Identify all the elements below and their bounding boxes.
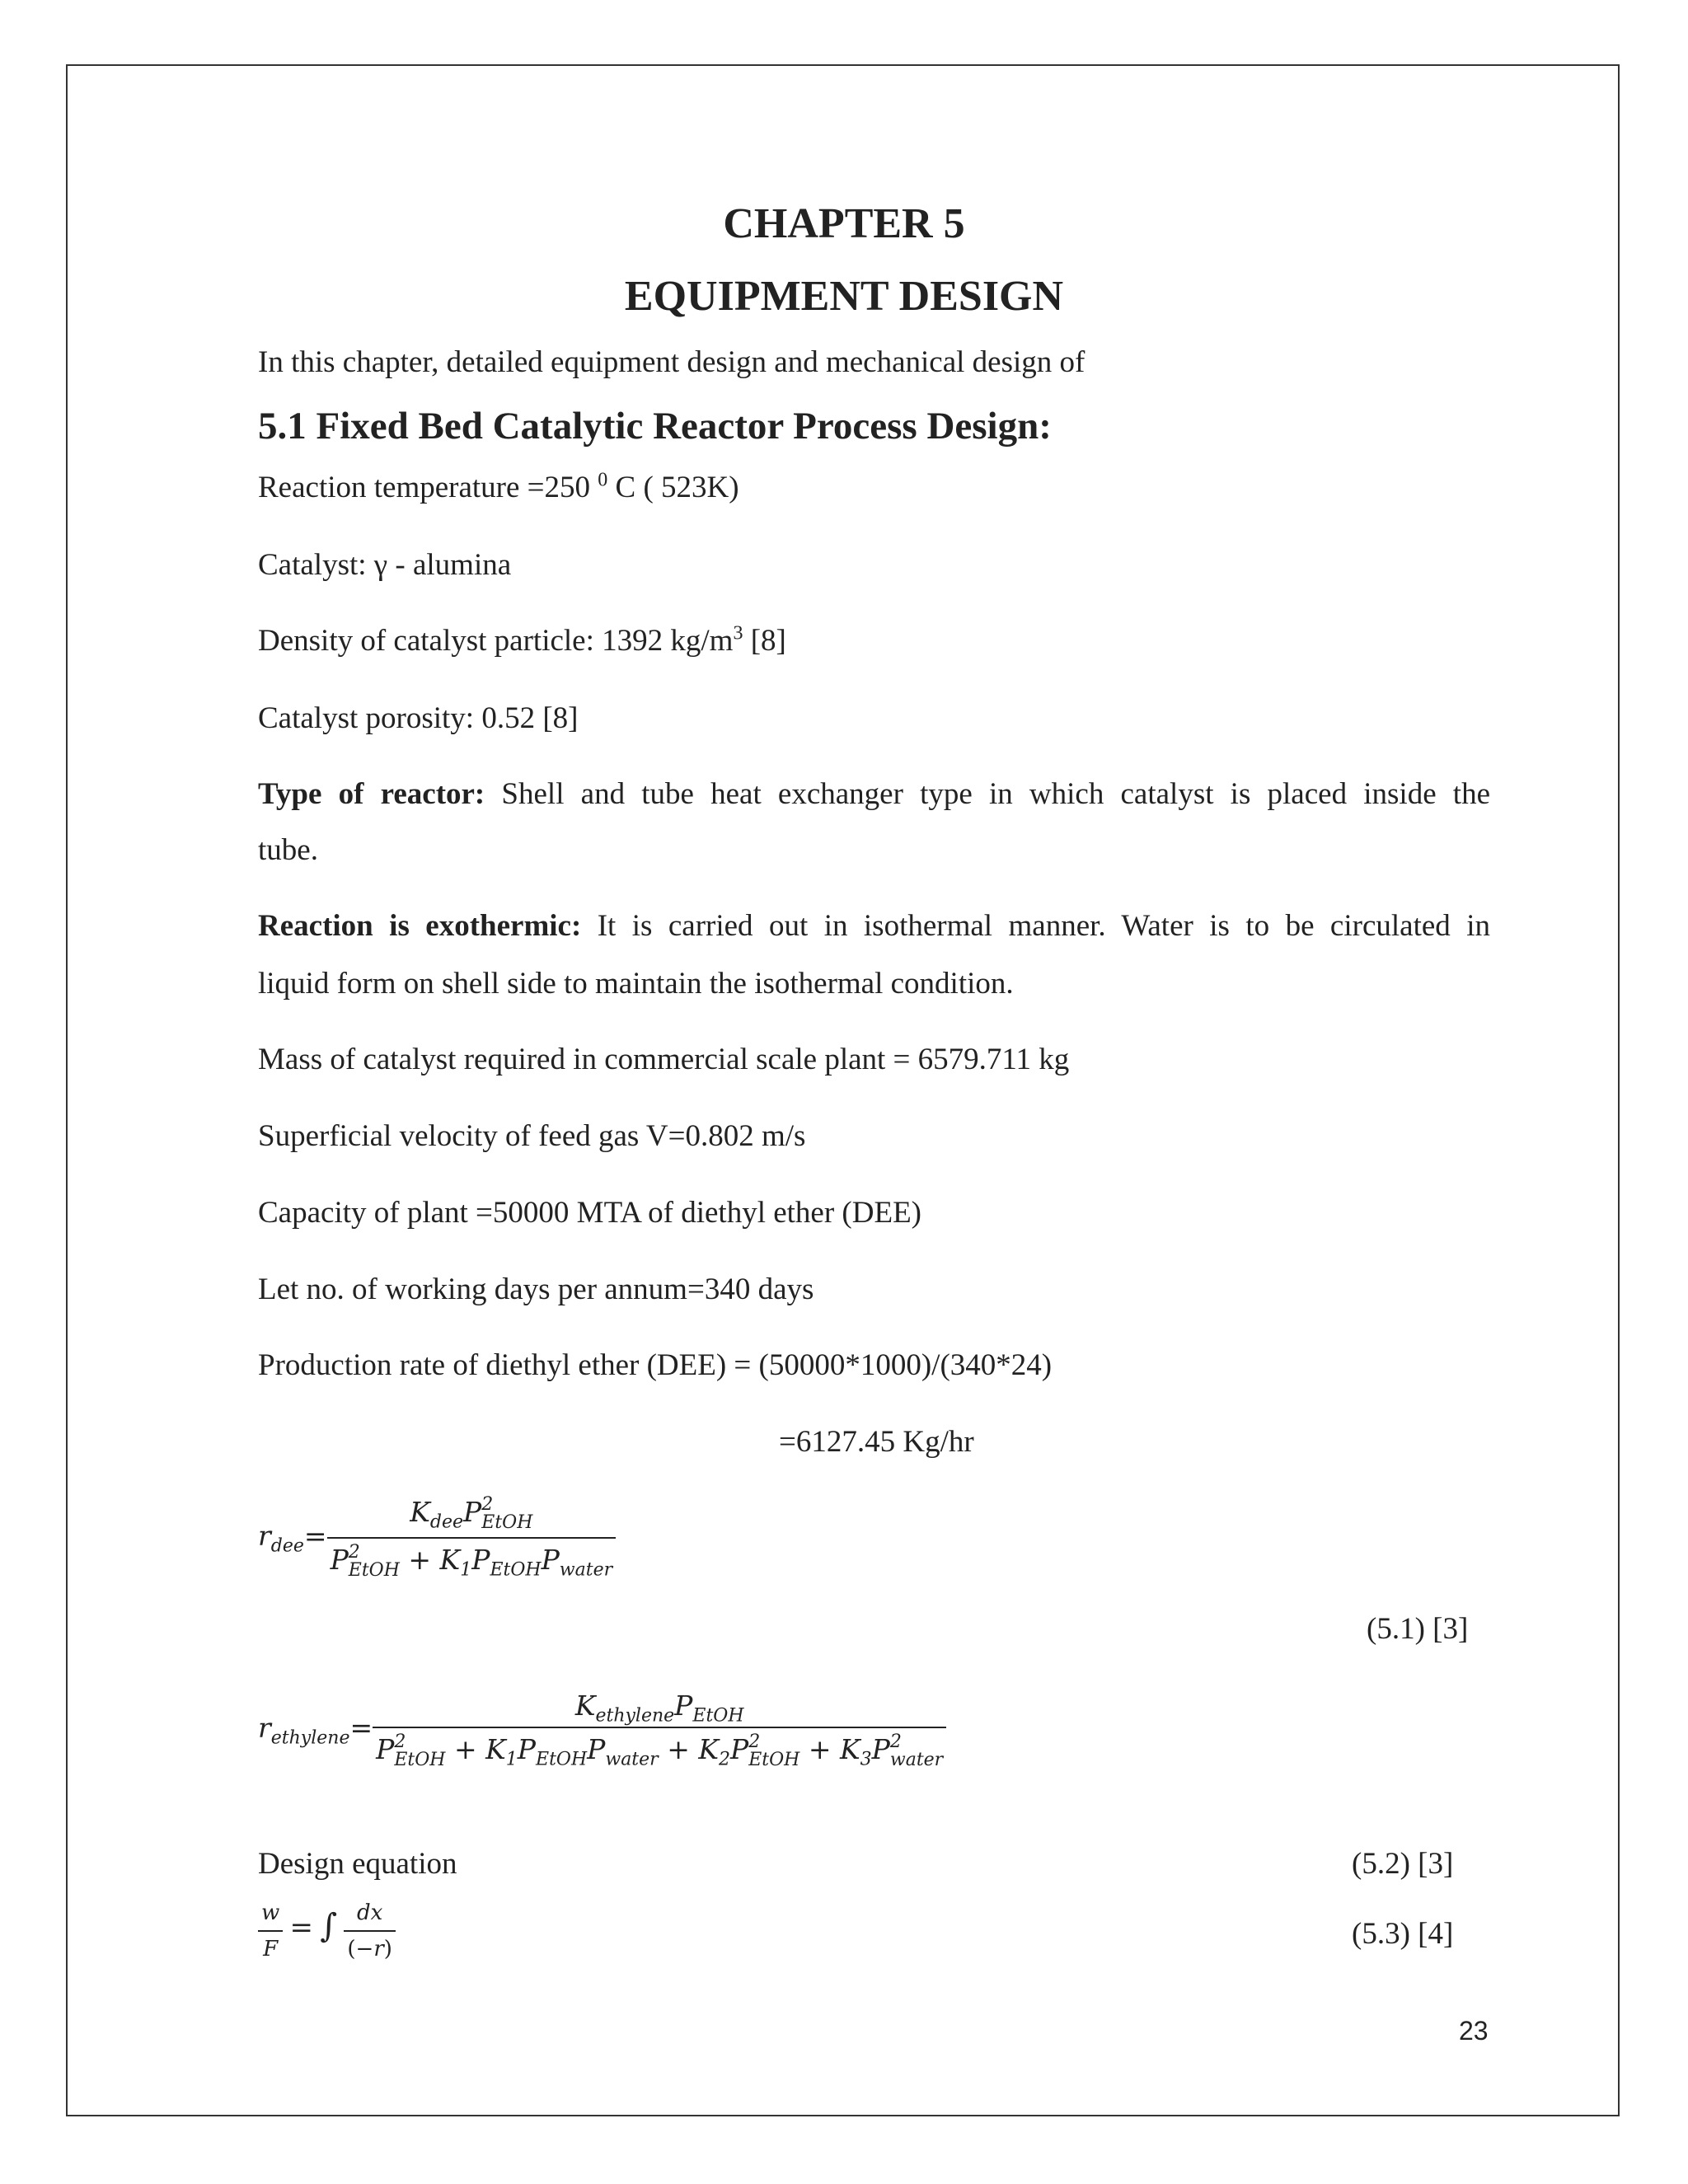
chapter-number: CHAPTER 5 bbox=[723, 200, 965, 247]
equation-rdee: $r_{dee}=$ $K_{dee}P$ 2 EtOH P 2 EtOH + $K_1P_{EtOH}P_{water}$ bbox=[258, 1496, 616, 1580]
superficial-velocity: Superficial velocity of feed gas V=0.802 m/s bbox=[258, 1119, 806, 1153]
equation-design: $\frac{w}{F}$ = ∫ $\frac{dx}{(-r)}$ bbox=[258, 1900, 396, 1961]
equation-5-1-label: (5.1) [3] bbox=[1367, 1612, 1469, 1646]
intro-text: In this chapter, detailed equipment design and mechanical design of bbox=[258, 345, 1085, 379]
section-heading: 5.1 Fixed Bed Catalytic Reactor Process Design: bbox=[258, 405, 1052, 448]
reaction-exothermic-cont: liquid form on shell side to maintain the isothermal condition. bbox=[258, 967, 1014, 1001]
reactor-type: Type of reactor: Shell and tube heat exchanger type in which catalyst is placed inside the bbox=[258, 777, 1490, 811]
catalyst: Catalyst: γ - alumina bbox=[258, 548, 512, 582]
production-rate-value: =6127.45 Kg/hr bbox=[779, 1425, 974, 1459]
reaction-temperature: Reaction temperature =250 $^0$ C ( 523K) bbox=[258, 469, 739, 504]
chapter-title: EQUIPMENT DESIGN bbox=[624, 273, 1064, 320]
equation-5-3-label: (5.3) [4] bbox=[1352, 1917, 1454, 1951]
production-rate: Production rate of diethyl ether (DEE) = (50000*1000)/(340*24) bbox=[258, 1348, 1053, 1382]
mass-catalyst: Mass of catalyst required in commercial scale plant = 6579.711 kg bbox=[258, 1043, 1070, 1076]
reaction-exothermic: Reaction is exothermic: It is carried out in isothermal manner. Water is to be circulated in bbox=[258, 909, 1490, 943]
catalyst-porosity: Catalyst porosity: 0.52 [8] bbox=[258, 701, 579, 735]
catalyst-density: Density of catalyst particle: 1392 $kg/m^3$ [8] bbox=[258, 622, 786, 658]
equation-rethylene: $r_{ethylene}=$ $K_{ethylene}P_{EtOH}$ P 2 EtOH + $K_1P_{EtOH}P_{water} + K_2P$ 2 EtOH + $K_3P$ 2 water bbox=[258, 1690, 946, 1769]
equation-5-2-label: (5.2) [3] bbox=[1352, 1847, 1454, 1881]
page-number: 23 bbox=[1459, 2016, 1489, 2046]
plant-capacity: Capacity of plant =50000 MTA of diethyl ether (DEE) bbox=[258, 1196, 921, 1230]
design-equation-label: Design equation bbox=[258, 1847, 457, 1881]
reactor-type-cont: tube. bbox=[258, 833, 318, 867]
working-days: Let no. of working days per annum=340 days bbox=[258, 1272, 814, 1306]
